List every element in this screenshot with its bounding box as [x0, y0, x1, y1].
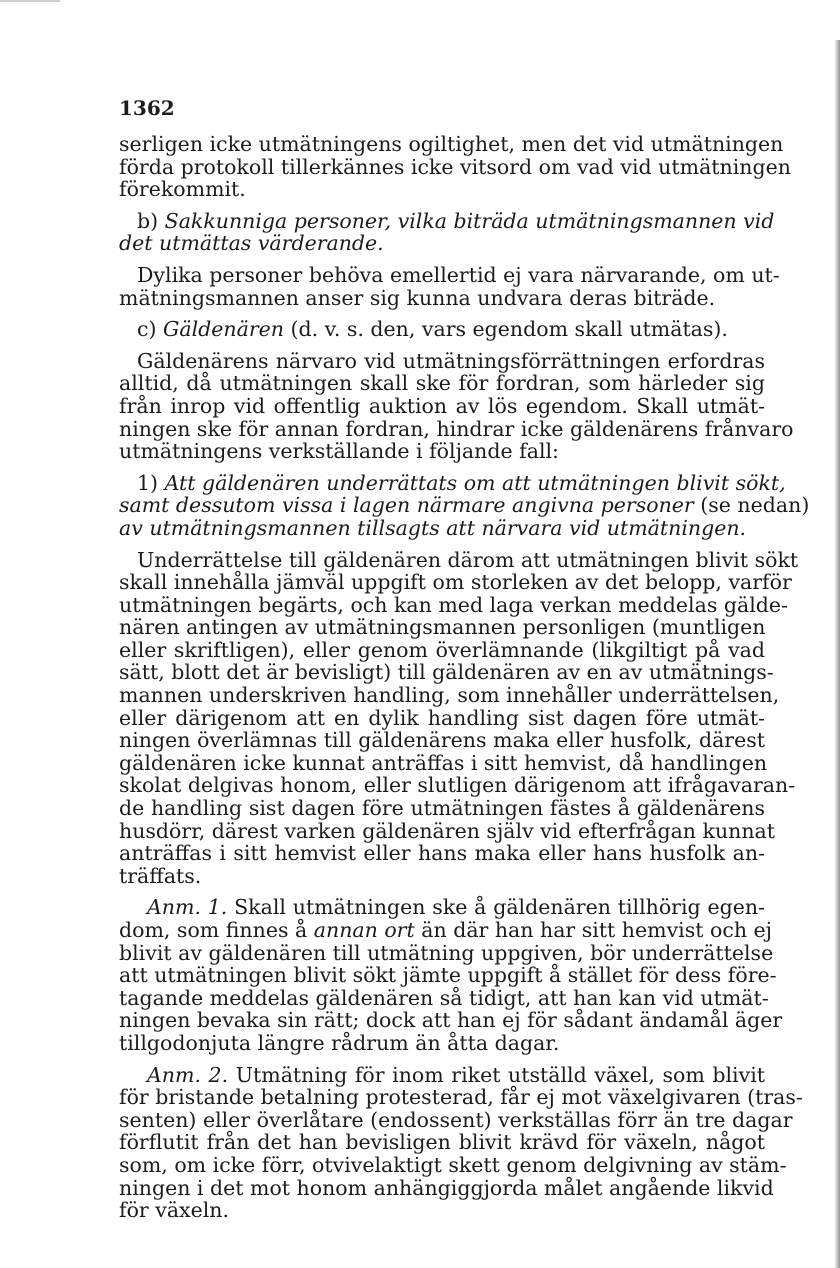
- heading-1-label: 1): [137, 470, 159, 495]
- note-1-text: än där han har sitt hemvist och ej: [421, 918, 773, 942]
- heading-1-title-end: av utmätningsmannen tillsagts att närvara vid utmätningen.: [119, 515, 747, 540]
- scan-border-mark: [0, 0, 60, 2]
- text-line: alltid, då utmätningen skall ske för fordran, som härleder sig: [119, 371, 765, 396]
- note-1-label: Anm. 1.: [147, 895, 228, 920]
- text-line: tagande meddelas gäldenären så tidigt, att han kan vid utmät-: [119, 985, 769, 1010]
- text-line: Dylika personer behöva emellertid ej vara närvarande, om ut-: [137, 262, 780, 287]
- text-line: ningen överlämnas till gäldenärens maka eller husfolk, därest: [119, 728, 765, 753]
- text-line: mätningsmannen anser sig kunna undvara deras biträde.: [119, 285, 716, 310]
- note-2-label: Anm. 2.: [147, 1062, 229, 1087]
- heading-c-label: c): [137, 317, 157, 342]
- paragraph-1: [119, 547, 799, 888]
- text-line: sätt, blott det är bevisligt) till gäldenären av en av utmätnings-: [119, 660, 774, 685]
- text-line: för växeln.: [119, 1198, 230, 1223]
- text-line: tillgodonjuta längre rådrum än åtta dagar.: [119, 1030, 560, 1055]
- text-line: ningen i det mot honom anhängiggjorda målet angående likvid: [119, 1175, 774, 1200]
- document-page: [119, 96, 810, 1223]
- text-line: husdörr, därest varken gäldenären själv vid efterfrågan kunnat: [119, 818, 776, 843]
- note-1-text: Skall utmätningen ske å gäldenären tillhörig egen-: [234, 895, 765, 920]
- note-1: [119, 895, 783, 1055]
- page-number: 1362: [119, 96, 175, 120]
- text-line: Underrättelse till gäldenären därom att utmätningen blivit sökt: [137, 547, 799, 572]
- text-line: träffats.: [119, 863, 202, 888]
- text-line: skall innehålla jämväl uppgift om storleken av det belopp, varför: [119, 570, 792, 595]
- heading-1-title-cont: samt dessutom vissa i lagen närmare angivna personer: [119, 493, 694, 518]
- text-line: ningen ske för annan fordran, hindrar icke gäldenärens frånvaro: [119, 416, 794, 441]
- text-line: senten) eller överlåtare (endossent) verkställas förr än tre dagar: [119, 1107, 793, 1132]
- paragraph-c: [119, 348, 794, 464]
- note-2-text: Utmätning för inom riket utställd växel, som blivit: [235, 1062, 765, 1087]
- paragraph-b: [119, 262, 780, 310]
- text-line: Gäldenärens närvaro vid utmätningsförrättningen erfordras: [137, 348, 765, 373]
- text-line: förflutit från det han bevisligen blivit krävd för växeln, något: [119, 1130, 765, 1155]
- heading-b-title: Sakkunniga personer, vilka biträda utmätningsmannen vid: [164, 208, 775, 233]
- text-line: nären antingen av utmätningsmannen personligen (muntligen: [119, 615, 766, 640]
- text-line: gäldenären icke kunnat anträffas i sitt hemvist, då handlingen: [119, 750, 768, 775]
- text-line: de handling sist dagen före utmätningen fästes å gäldenärens: [119, 796, 765, 821]
- note-2: [119, 1062, 803, 1223]
- scan-page-edge: [834, 40, 840, 1268]
- text-line: serligen icke utmätningens ogiltighet, men det vid utmätningen: [119, 132, 784, 156]
- text-line: från inrop vid offentlig auktion av lös egendom. Skall utmät-: [119, 393, 765, 418]
- text-line: förekommit.: [119, 177, 246, 202]
- text-line: ningen bevaka sin rätt; dock att han ej för sådant ändamål äger: [119, 1008, 783, 1033]
- note-1-text: dom, som finnes å: [119, 918, 308, 942]
- heading-c-rest: (d. v. s. den, vars egendom skall utmätas).: [290, 317, 728, 342]
- heading-b-label: b): [137, 208, 159, 233]
- text-line: anträffas i sitt hemvist eller hans maka eller hans husfolk an-: [119, 841, 765, 866]
- text-line: förda protokoll tillerkännes icke vitsord om vad vid utmätningen: [119, 154, 791, 179]
- heading-b: [119, 208, 775, 256]
- heading-1-aside: (se nedan): [700, 493, 810, 518]
- text-line: blivit av gäldenären till utmätning uppgiven, bör underrättelse: [119, 940, 774, 965]
- text-line: eller därigenom att en dylik handling sist dagen före utmät-: [119, 705, 765, 730]
- text-line: för bristande betalning protesterad, får ej mot växelgivaren (tras-: [119, 1085, 803, 1110]
- heading-1: [119, 470, 810, 540]
- heading-c: [119, 318, 765, 341]
- text-line: utmätningen begärts, och kan med laga verkan meddelas gälde-: [119, 592, 788, 617]
- text-line: eller skriftligen), eller genom överlämnande (likgiltigt på vad: [119, 637, 765, 662]
- heading-c-title: Gäldenären: [163, 317, 284, 342]
- text-line: som, om icke förr, otvivelaktigt skett genom delgivning av stäm-: [119, 1152, 787, 1177]
- text-line: mannen underskriven handling, som innehåller underrättelsen,: [119, 683, 780, 708]
- heading-b-title-cont: det utmättas värderande.: [119, 231, 384, 256]
- text-line: att utmätningen blivit sökt jämte uppgift å stället för dess före-: [119, 963, 777, 988]
- text-line: skolat delgivas honom, eller slutligen därigenom att ifrågavaran-: [119, 773, 796, 798]
- paragraph-intro: [119, 132, 791, 202]
- heading-1-title: Att gäldenären underrättats om att utmätningen blivit sökt,: [164, 470, 786, 495]
- note-1-emphasis: annan ort: [313, 918, 415, 942]
- text-line: utmätningens verkställande i följande fall:: [119, 439, 559, 464]
